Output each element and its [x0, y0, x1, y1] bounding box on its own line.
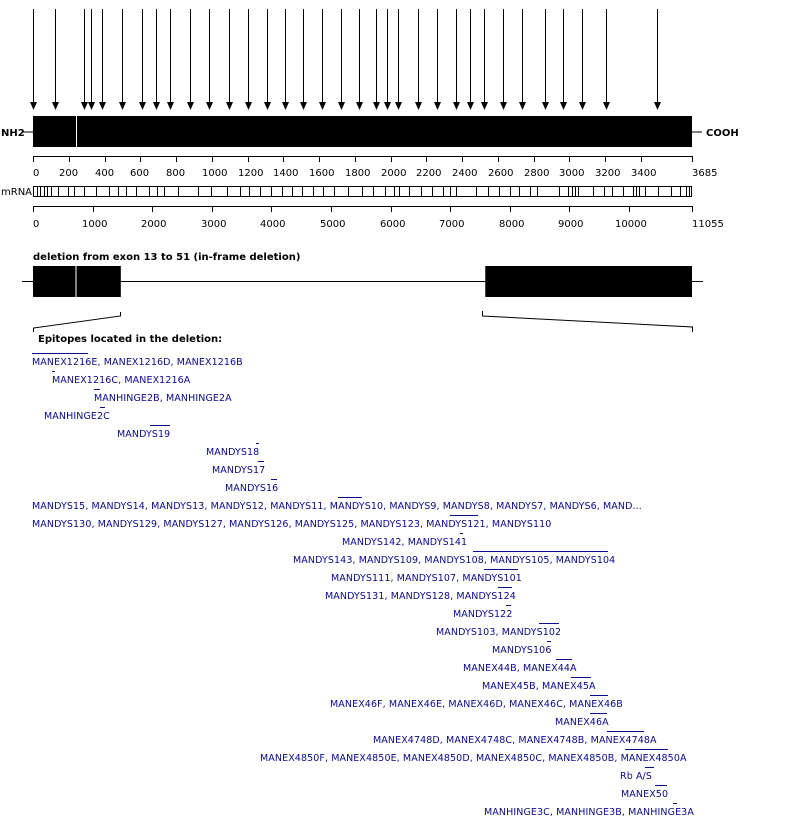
epitope-arrow	[319, 9, 326, 110]
arrow-head-icon	[542, 102, 549, 110]
epitope-row[interactable]: MANDYS16	[225, 483, 279, 494]
mrna-tick-label: 10000	[615, 219, 647, 230]
epitope-position-marker	[150, 425, 170, 426]
arrow-head-icon	[384, 102, 391, 110]
epitope-position-marker	[338, 497, 362, 498]
mrna-tick-label: 8000	[499, 219, 525, 230]
epitope-arrow	[384, 9, 391, 110]
epitope-position-marker	[450, 515, 478, 516]
arrow-head-icon	[560, 102, 567, 110]
arrow-head-icon	[226, 102, 233, 110]
protein-tick-label: 1200	[238, 168, 264, 179]
arrow-head-icon	[119, 102, 126, 110]
mrna-tick-label: 7000	[439, 219, 465, 230]
epitope-row[interactable]: MANEX1216C, MANEX1216A	[52, 375, 191, 386]
epitope-position-marker	[52, 371, 55, 372]
arrow-head-icon	[519, 102, 526, 110]
epitope-arrow	[52, 9, 59, 110]
epitope-arrow	[467, 9, 474, 110]
epitope-arrow	[395, 9, 402, 110]
epitope-row[interactable]: MANEX46F, MANEX46E, MANEX46D, MANEX46C, MANEX46B	[330, 699, 623, 710]
protein-tick-label: 400	[95, 168, 115, 179]
epitope-position-marker	[271, 479, 277, 480]
protein-tick-label: 3200	[595, 168, 621, 179]
epitope-row[interactable]: MANDYS17	[212, 465, 266, 476]
arrow-head-icon	[139, 102, 146, 110]
arrow-head-icon	[187, 102, 194, 110]
epitope-arrow	[81, 9, 88, 110]
protein-bar	[33, 116, 692, 147]
epitope-position-marker	[498, 587, 512, 588]
zoom-bracket-left	[34, 312, 121, 332]
epitope-row[interactable]: MANHINGE3C, MANHINGE3B, MANHINGE3A	[484, 807, 694, 818]
epitope-row[interactable]: MANEX1216E, MANEX1216D, MANEX1216B	[32, 357, 243, 368]
protein-axis-ticks	[33, 156, 693, 179]
epitope-arrow	[264, 9, 271, 110]
deletion-title: deletion from exon 13 to 51 (in-frame deletion)	[33, 252, 301, 263]
epitope-position-marker	[556, 659, 572, 660]
mrna-label: mRNA	[1, 187, 33, 198]
epitope-arrow	[245, 9, 252, 110]
epitope-arrow	[542, 9, 549, 110]
arrow-head-icon	[373, 102, 380, 110]
epitope-arrow	[453, 9, 460, 110]
mrna-axis-ticks	[33, 206, 693, 230]
arrow-head-icon	[264, 102, 271, 110]
epitope-arrow	[167, 9, 174, 110]
cooh-label: COOH	[706, 128, 739, 139]
arrow-head-icon	[579, 102, 586, 110]
epitope-arrow	[654, 9, 661, 110]
epitope-arrow	[139, 9, 146, 110]
epitope-position-marker	[590, 695, 608, 696]
epitope-arrow	[519, 9, 526, 110]
epitope-position-marker	[100, 407, 105, 408]
epitope-arrow	[579, 9, 586, 110]
epitope-arrow	[434, 9, 441, 110]
protein-tick-label: 2600	[488, 168, 514, 179]
epitope-position-marker	[32, 353, 88, 354]
epitope-row[interactable]: Rb A/S	[620, 771, 652, 782]
epitope-position-marker	[673, 803, 677, 804]
epitope-row[interactable]: MANEX45B, MANEX45A	[482, 681, 596, 692]
epitope-position-marker	[506, 605, 511, 606]
arrow-head-icon	[603, 102, 610, 110]
epitope-row[interactable]: MANHINGE2C	[44, 411, 110, 422]
epitope-row[interactable]: MANDYS15, MANDYS14, MANDYS13, MANDYS12, MANDYS11, MANDYS10, MANDYS9, MANDYS8, MANDYS7, MANDYS6, MAND...	[32, 501, 642, 512]
mrna-tick-label: 4000	[260, 219, 286, 230]
arrow-head-icon	[654, 102, 661, 110]
epitope-position-marker	[460, 533, 463, 534]
epitope-row[interactable]: MANDYS106	[492, 645, 552, 656]
epitope-position-marker	[539, 623, 559, 624]
protein-tick-label: 0	[33, 168, 40, 179]
arrow-head-icon	[206, 102, 213, 110]
mrna-tick-label: 6000	[380, 219, 406, 230]
protein-tick-label: 1800	[345, 168, 371, 179]
epitopes-heading: Epitopes located in the deletion:	[38, 334, 223, 345]
epitope-arrow	[356, 9, 363, 110]
arrow-head-icon	[88, 102, 95, 110]
epitope-arrow	[300, 9, 307, 110]
arrow-head-icon	[319, 102, 326, 110]
protein-tick-label: 2200	[416, 168, 442, 179]
epitope-arrow	[226, 9, 233, 110]
epitope-position-marker	[607, 731, 644, 732]
epitope-arrow	[187, 9, 194, 110]
mrna-tick-label: 0	[33, 219, 40, 230]
epitope-position-marker	[625, 749, 668, 750]
epitope-arrow	[206, 9, 213, 110]
arrow-head-icon	[153, 102, 160, 110]
zoom-bracket-right	[483, 311, 693, 332]
mrna-tick-label: 3000	[201, 219, 227, 230]
deletion-remaining-c-segment	[485, 266, 692, 297]
epitope-arrow	[373, 9, 380, 110]
epitope-row[interactable]: MANEX4748D, MANEX4748C, MANEX4748B, MANEX4748A	[373, 735, 657, 746]
arrow-head-icon	[338, 102, 345, 110]
epitope-row[interactable]: MANDYS18	[206, 447, 260, 458]
protein-tick-label: 2400	[452, 168, 478, 179]
epitope-row[interactable]: MANDYS111, MANDYS107, MANDYS101	[331, 573, 522, 584]
epitope-row[interactable]: MANDYS142, MANDYS141	[342, 537, 468, 548]
epitope-arrow	[99, 9, 106, 110]
arrow-head-icon	[245, 102, 252, 110]
protein-tick-label: 600	[130, 168, 150, 179]
epitope-row[interactable]: MANEX44B, MANEX44A	[463, 663, 577, 674]
arrow-head-icon	[30, 102, 37, 110]
epitope-row[interactable]: MANEX50	[621, 789, 669, 800]
protein-tick-label: 800	[166, 168, 186, 179]
protein-tick-label: 200	[59, 168, 79, 179]
epitope-arrows	[30, 9, 661, 110]
epitope-row[interactable]: MANEX4850F, MANEX4850E, MANEX4850D, MANEX4850C, MANEX4850B, MANEX4850A	[260, 753, 687, 764]
mrna-axis-end-label: 11055	[692, 219, 724, 230]
protein-axis-end-label: 3685	[692, 168, 718, 179]
epitope-row[interactable]: MANDYS103, MANDYS102	[436, 627, 562, 638]
mrna-tick-label: 9000	[558, 219, 584, 230]
epitope-position-marker	[571, 677, 591, 678]
arrow-head-icon	[52, 102, 59, 110]
epitope-row[interactable]: MANDYS143, MANDYS109, MANDYS108, MANDYS105, MANDYS104	[293, 555, 616, 566]
arrow-head-icon	[453, 102, 460, 110]
epitope-arrow	[500, 9, 507, 110]
arrow-head-icon	[99, 102, 106, 110]
protein-tick-label: 3000	[559, 168, 585, 179]
epitope-row[interactable]: MANEX46A	[555, 717, 609, 728]
arrow-head-icon	[500, 102, 507, 110]
arrow-head-icon	[282, 102, 289, 110]
arrow-head-icon	[300, 102, 307, 110]
epitope-arrow	[30, 9, 37, 110]
epitope-row[interactable]: MANDYS130, MANDYS129, MANDYS127, MANDYS126, MANDYS125, MANDYS123, MANDYS121, MANDYS110	[32, 519, 552, 530]
protein-tick-label: 3400	[631, 168, 657, 179]
epitope-arrow	[338, 9, 345, 110]
epitope-position-marker	[258, 461, 264, 462]
epitope-arrow	[481, 9, 488, 110]
mrna-tick-label: 2000	[141, 219, 167, 230]
epitope-arrow	[282, 9, 289, 110]
epitope-row[interactable]: MANHINGE2B, MANHINGE2A	[94, 393, 232, 404]
epitope-arrow	[119, 9, 126, 110]
epitope-row[interactable]: MANDYS131, MANDYS128, MANDYS124	[325, 591, 516, 602]
epitope-position-marker	[547, 641, 551, 642]
epitope-arrow	[560, 9, 567, 110]
epitope-arrow	[153, 9, 160, 110]
arrow-head-icon	[467, 102, 474, 110]
mrna-exon-boundaries	[38, 187, 690, 196]
protein-tick-label: 2000	[381, 168, 407, 179]
epitope-arrow	[415, 9, 422, 110]
epitope-row[interactable]: MANDYS122	[453, 609, 513, 620]
epitope-position-marker	[256, 443, 259, 444]
epitope-arrow	[88, 9, 95, 110]
epitope-position-marker	[590, 713, 607, 714]
nh2-label: NH2	[1, 128, 25, 139]
protein-tick-label: 1400	[273, 168, 299, 179]
epitope-position-marker	[655, 785, 667, 786]
epitope-position-marker	[484, 569, 518, 570]
arrow-head-icon	[395, 102, 402, 110]
epitope-arrow	[603, 9, 610, 110]
epitope-position-marker	[645, 767, 654, 768]
mrna-tick-label: 1000	[82, 219, 108, 230]
protein-tick-label: 2800	[524, 168, 550, 179]
deletion-remaining-n-segment	[33, 266, 121, 297]
arrow-head-icon	[434, 102, 441, 110]
arrow-head-icon	[415, 102, 422, 110]
arrow-head-icon	[481, 102, 488, 110]
arrow-head-icon	[356, 102, 363, 110]
arrow-head-icon	[81, 102, 88, 110]
mrna-tick-label: 5000	[320, 219, 346, 230]
epitope-position-marker	[94, 389, 100, 390]
epitope-position-marker	[473, 551, 608, 552]
epitope-row[interactable]: MANDYS19	[117, 429, 171, 440]
arrow-head-icon	[167, 102, 174, 110]
protein-tick-label: 1600	[309, 168, 335, 179]
protein-tick-label: 1000	[202, 168, 228, 179]
